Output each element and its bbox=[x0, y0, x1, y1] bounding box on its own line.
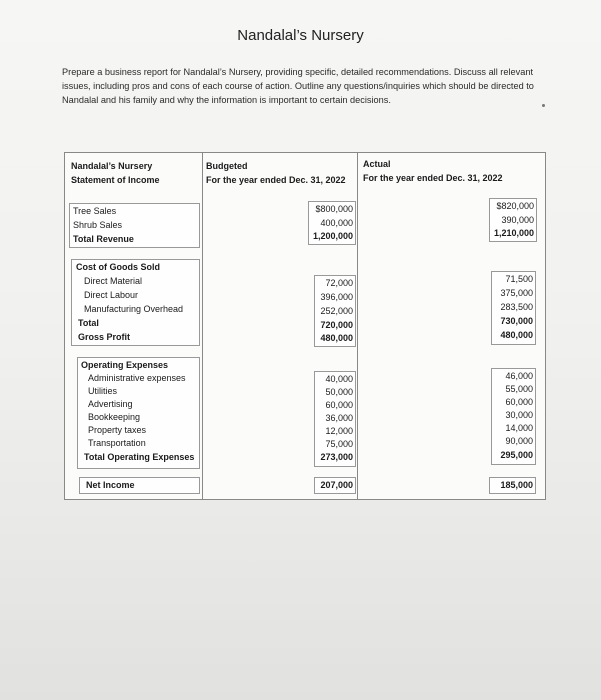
actual-cogs-box bbox=[491, 271, 536, 345]
budgeted-shrub-sales: 400,000 bbox=[320, 218, 353, 228]
income-statement-table bbox=[64, 152, 546, 500]
manufacturing-overhead-label: Manufacturing Overhead bbox=[84, 304, 184, 314]
actual-gross-profit: 480,000 bbox=[500, 330, 533, 340]
actual-revenue-box bbox=[489, 198, 537, 242]
budgeted-net-income: 207,000 bbox=[320, 480, 353, 490]
actual-total-revenue: 1,210,000 bbox=[493, 228, 534, 238]
budgeted-property-taxes: 12,000 bbox=[325, 426, 353, 436]
actual-net-income-box bbox=[489, 477, 536, 494]
transportation-label: Transportation bbox=[88, 438, 146, 448]
cogs-total-label: Total bbox=[78, 318, 99, 328]
bookkeeping-label: Bookkeeping bbox=[88, 412, 141, 422]
net-income-label-box bbox=[79, 477, 200, 494]
actual-advertising: 60,000 bbox=[505, 397, 533, 407]
direct-labour-label: Direct Labour bbox=[84, 290, 139, 300]
admin-expenses-label: Administrative expenses bbox=[88, 373, 186, 383]
budgeted-total-revenue: 1,200,000 bbox=[312, 231, 353, 241]
actual-direct-labour: 375,000 bbox=[500, 288, 533, 298]
net-income-label: Net Income bbox=[86, 480, 135, 490]
gross-profit-label: Gross Profit bbox=[78, 332, 131, 342]
actual-header: Actual bbox=[363, 159, 391, 169]
opex-heading: Operating Expenses bbox=[81, 360, 169, 370]
actual-tree-sales: $820,000 bbox=[496, 201, 534, 211]
budgeted-total-opex: 273,000 bbox=[320, 452, 353, 462]
actual-total-opex: 295,000 bbox=[500, 450, 533, 460]
cogs-label-box bbox=[71, 259, 200, 346]
actual-net-income: 185,000 bbox=[500, 480, 533, 490]
total-revenue-label: Total Revenue bbox=[73, 234, 134, 244]
actual-admin-expenses: 46,000 bbox=[505, 371, 533, 381]
company-name: Nandalal’s Nursery bbox=[71, 161, 153, 171]
budgeted-tree-sales: $800,000 bbox=[315, 204, 353, 214]
opex-label-box bbox=[77, 357, 200, 469]
total-opex-label: Total Operating Expenses bbox=[84, 452, 195, 462]
revenue-label-box bbox=[69, 203, 200, 248]
instructions-paragraph: Prepare a business report for Nandalal’s Nursery, providing specific, detailed recommendations. Discuss all relevant issues, including pros and cons of each course of action. Outline any questions/inquiries which should be directed to Nandalal and his family and why the information is important to certain decisions. bbox=[62, 67, 534, 105]
stray-mark bbox=[542, 104, 545, 107]
budgeted-cogs-box bbox=[314, 275, 356, 347]
budgeted-gross-profit: 480,000 bbox=[320, 333, 353, 343]
actual-column bbox=[357, 153, 545, 499]
budgeted-opex-box bbox=[314, 371, 356, 467]
budgeted-direct-material: 72,000 bbox=[325, 278, 353, 288]
utilities-label: Utilities bbox=[88, 386, 118, 396]
budgeted-admin-expenses: 40,000 bbox=[325, 374, 353, 384]
budgeted-bookkeeping: 36,000 bbox=[325, 413, 353, 423]
actual-direct-material: 71,500 bbox=[505, 274, 533, 284]
actual-shrub-sales: 390,000 bbox=[501, 215, 534, 225]
actual-property-taxes: 14,000 bbox=[505, 423, 533, 433]
actual-manufacturing-overhead: 283,500 bbox=[500, 302, 533, 312]
actual-utilities: 55,000 bbox=[505, 384, 533, 394]
tree-sales-label: Tree Sales bbox=[73, 206, 117, 216]
budgeted-direct-labour: 396,000 bbox=[320, 292, 353, 302]
actual-period: For the year ended Dec. 31, 2022 bbox=[363, 173, 503, 183]
budgeted-transportation: 75,000 bbox=[325, 439, 353, 449]
budgeted-column bbox=[202, 153, 358, 499]
cogs-heading: Cost of Goods Sold bbox=[76, 262, 160, 272]
property-taxes-label: Property taxes bbox=[88, 425, 147, 435]
actual-cogs-total: 730,000 bbox=[500, 316, 533, 326]
advertising-label: Advertising bbox=[88, 399, 133, 409]
direct-material-label: Direct Material bbox=[84, 276, 143, 286]
actual-transportation: 90,000 bbox=[505, 436, 533, 446]
statement-title: Statement of Income bbox=[71, 175, 160, 185]
budgeted-manufacturing-overhead: 252,000 bbox=[320, 306, 353, 316]
page-title: Nandalal’s Nursery bbox=[237, 27, 364, 44]
actual-opex-box bbox=[491, 368, 536, 465]
budgeted-cogs-total: 720,000 bbox=[320, 320, 353, 330]
budgeted-net-income-box bbox=[314, 477, 356, 494]
budgeted-advertising: 60,000 bbox=[325, 400, 353, 410]
budgeted-revenue-box bbox=[308, 201, 356, 245]
label-column bbox=[65, 153, 203, 499]
budgeted-header: Budgeted bbox=[206, 161, 248, 171]
budgeted-period: For the year ended Dec. 31, 2022 bbox=[206, 175, 346, 185]
actual-bookkeeping: 30,000 bbox=[505, 410, 533, 420]
budgeted-utilities: 50,000 bbox=[325, 387, 353, 397]
shrub-sales-label: Shrub Sales bbox=[73, 220, 123, 230]
